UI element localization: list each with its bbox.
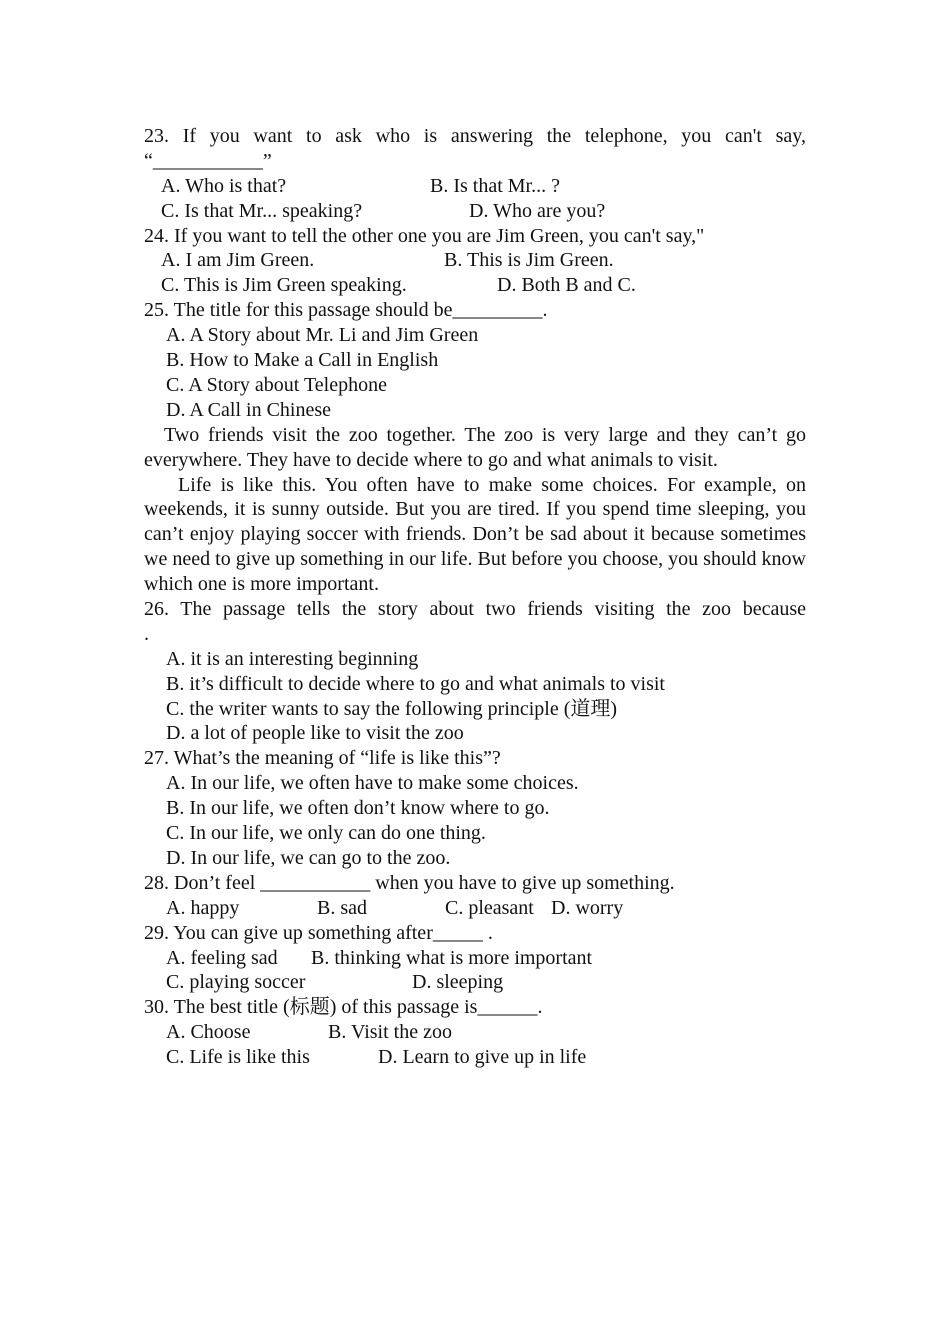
q23-option-a: A. Who is that? [161,174,287,197]
q30-option-c: C. Life is like this [166,1046,310,1069]
passage-paragraph-1: Two friends visit the zoo together. The zoo is very large and they can’t go everywhere. They have to decide where to go and what animals to visit. [144,423,806,471]
q26-option-b: B. it’s difficult to decide where to go and what animals to visit [166,672,665,695]
q28-option-d: D. worry [551,896,624,919]
q27-stem: 27. What’s the meaning of “life is like this”? [144,747,501,770]
q24-option-d: D. Both B and C. [497,274,636,297]
q23-stem: 23. If you want to ask who is answering the telephone, you can't say, [144,125,806,147]
q29-option-b: B. thinking what is more important [311,946,593,969]
q26-option-a: A. it is an interesting beginning [166,647,419,670]
q23-options-row1 [144,174,806,199]
q23-options-row2 [144,199,806,224]
q30-stem: 30. The best title (标题) of this passage is______. [144,996,543,1019]
q23-option-c: C. Is that Mr... speaking? [161,199,363,222]
q27-option-b: B. In our life, we often don’t know where to go. [166,797,550,820]
q25-option-d: D. A Call in Chinese [166,398,331,421]
q23-option-d: D. Who are you? [469,199,606,222]
q27-option-a: A. In our life, we often have to make some choices. [166,772,579,795]
q24-stem: 24. If you want to tell the other one you are Jim Green, you can't say," [144,224,705,247]
q23-blank: “___________” [144,149,272,172]
q26-option-c: C. the writer wants to say the following principle (道理) [166,697,618,720]
q29-stem: 29. You can give up something after_____ . [144,921,493,944]
q30-options-row2 [144,1045,806,1070]
q29-options-row1 [144,946,806,971]
q28-options-row [144,896,806,921]
q29-options-row2 [144,970,806,995]
q24-options-row1 [144,248,806,273]
q29-option-a: A. feeling sad [166,946,278,969]
q29-option-d: D. sleeping [412,971,504,994]
q27-option-c: C. In our life, we only can do one thing. [166,822,486,845]
q29-option-c: C. playing soccer [166,971,306,994]
q28-option-b: B. sad [317,896,367,919]
q28-stem: 28. Don’t feel ___________ when you have to give up something. [144,871,675,894]
q25-option-b: B. How to Make a Call in English [166,349,439,372]
q24-option-a: A. I am Jim Green. [161,249,315,272]
document-page [144,124,806,1070]
q24-options-row2 [144,273,806,298]
q26-stem: 26. The passage tells the story about two friends visiting the zoo because [144,598,806,621]
q24-option-c: C. This is Jim Green speaking. [161,274,407,297]
q26-option-d: D. a lot of people like to visit the zoo [166,722,464,745]
q25-option-a: A. A Story about Mr. Li and Jim Green [166,324,479,347]
q30-options-row1 [144,1020,806,1045]
passage-paragraph-2: Life is like this. You often have to make some choices. For example, on weekends, it is sunny outside. But you are tired. If you spend time sleeping, you can’t enjoy playing soccer with friends. Don’t be sad about it because sometimes we need to give up something in our life. But before you choose, you should know which one is more important. [144,473,806,596]
q30-option-a: A. Choose [166,1021,251,1044]
q24-option-b: B. This is Jim Green. [444,249,614,272]
q25-stem: 25. The title for this passage should be_________. [144,299,548,322]
q30-option-b: B. Visit the zoo [328,1021,452,1044]
q25-option-c: C. A Story about Telephone [166,373,387,396]
q30-option-d: D. Learn to give up in life [378,1046,587,1069]
q27-option-d: D. In our life, we can go to the zoo. [166,846,451,869]
q28-option-c: C. pleasant [445,896,534,919]
q23-option-b: B. Is that Mr... ? [430,174,560,197]
q28-option-a: A. happy [166,896,240,919]
q26-stem-end: . [144,622,149,645]
